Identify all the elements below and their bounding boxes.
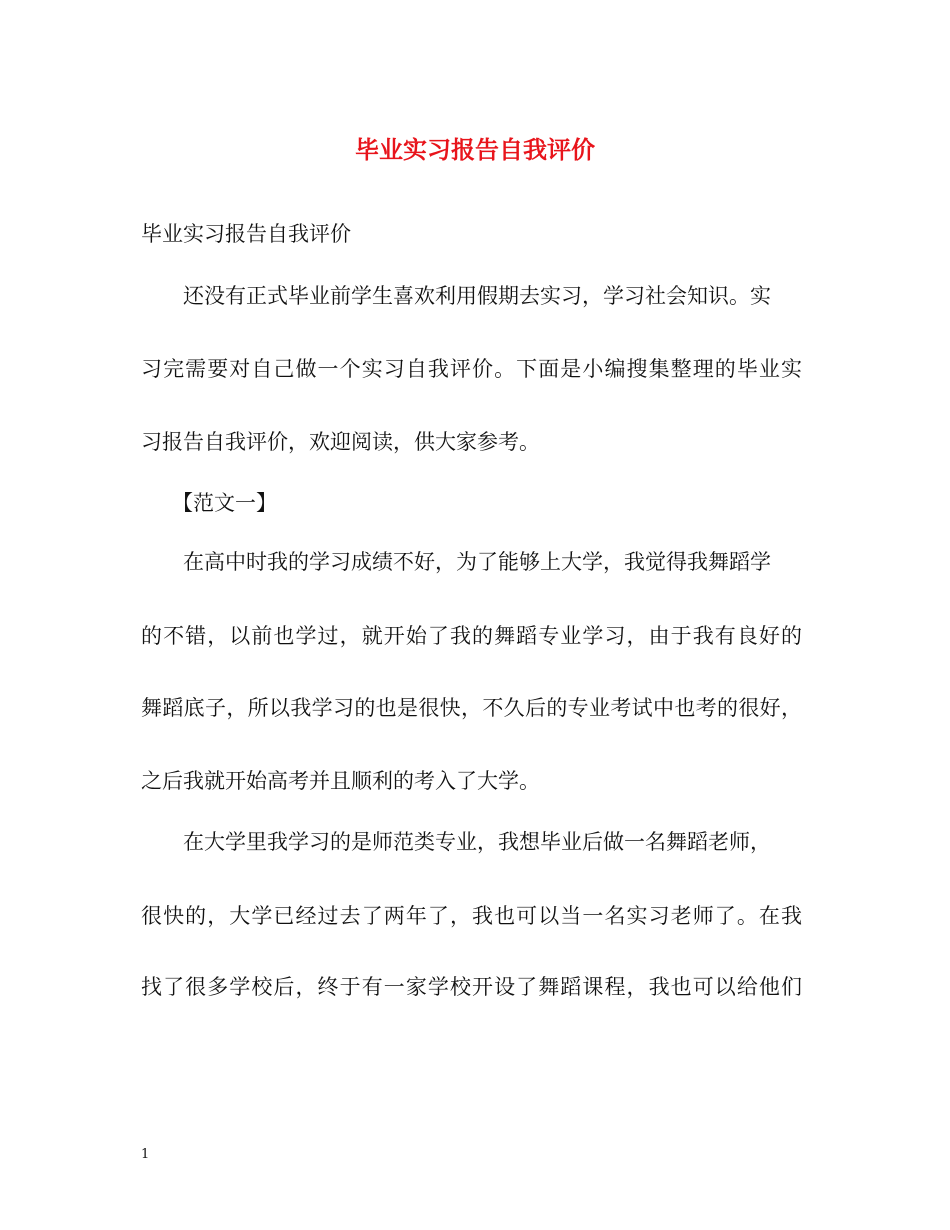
intro-line-2: 习完需要对自己做一个实习自我评价。下面是小编搜集整理的毕业实: [141, 357, 802, 381]
section-heading: 【范文一】: [172, 491, 277, 515]
paragraph1-line-3: 舞蹈底子，所以我学习的也是很快，不久后的专业考试中也考的很好，: [141, 696, 802, 720]
paragraph1-line-2: 的不错，以前也学过，就开始了我的舞蹈专业学习，由于我有良好的: [141, 624, 802, 648]
document-subtitle: 毕业实习报告自我评价: [141, 222, 351, 246]
paragraph1-line-4: 之后我就开始高考并且顺利的考入了大学。: [141, 769, 540, 793]
paragraph2-line-1: 在大学里我学习的是师范类专业，我想毕业后做一名舞蹈老师，: [183, 830, 771, 854]
paragraph2-line-2: 很快的，大学已经过去了两年了，我也可以当一名实习老师了。在我: [141, 904, 802, 928]
document-title: 毕业实习报告自我评价: [355, 135, 595, 164]
intro-line-3: 习报告自我评价，欢迎阅读，供大家参考。: [141, 430, 540, 454]
paragraph2-line-3: 找了很多学校后，终于有一家学校开设了舞蹈课程，我也可以给他们: [141, 975, 802, 999]
page-number: 1: [141, 1147, 150, 1162]
paragraph1-line-1: 在高中时我的学习成绩不好，为了能够上大学，我觉得我舞蹈学: [183, 550, 771, 574]
intro-line-1: 还没有正式毕业前学生喜欢利用假期去实习，学习社会知识。实: [183, 284, 771, 308]
